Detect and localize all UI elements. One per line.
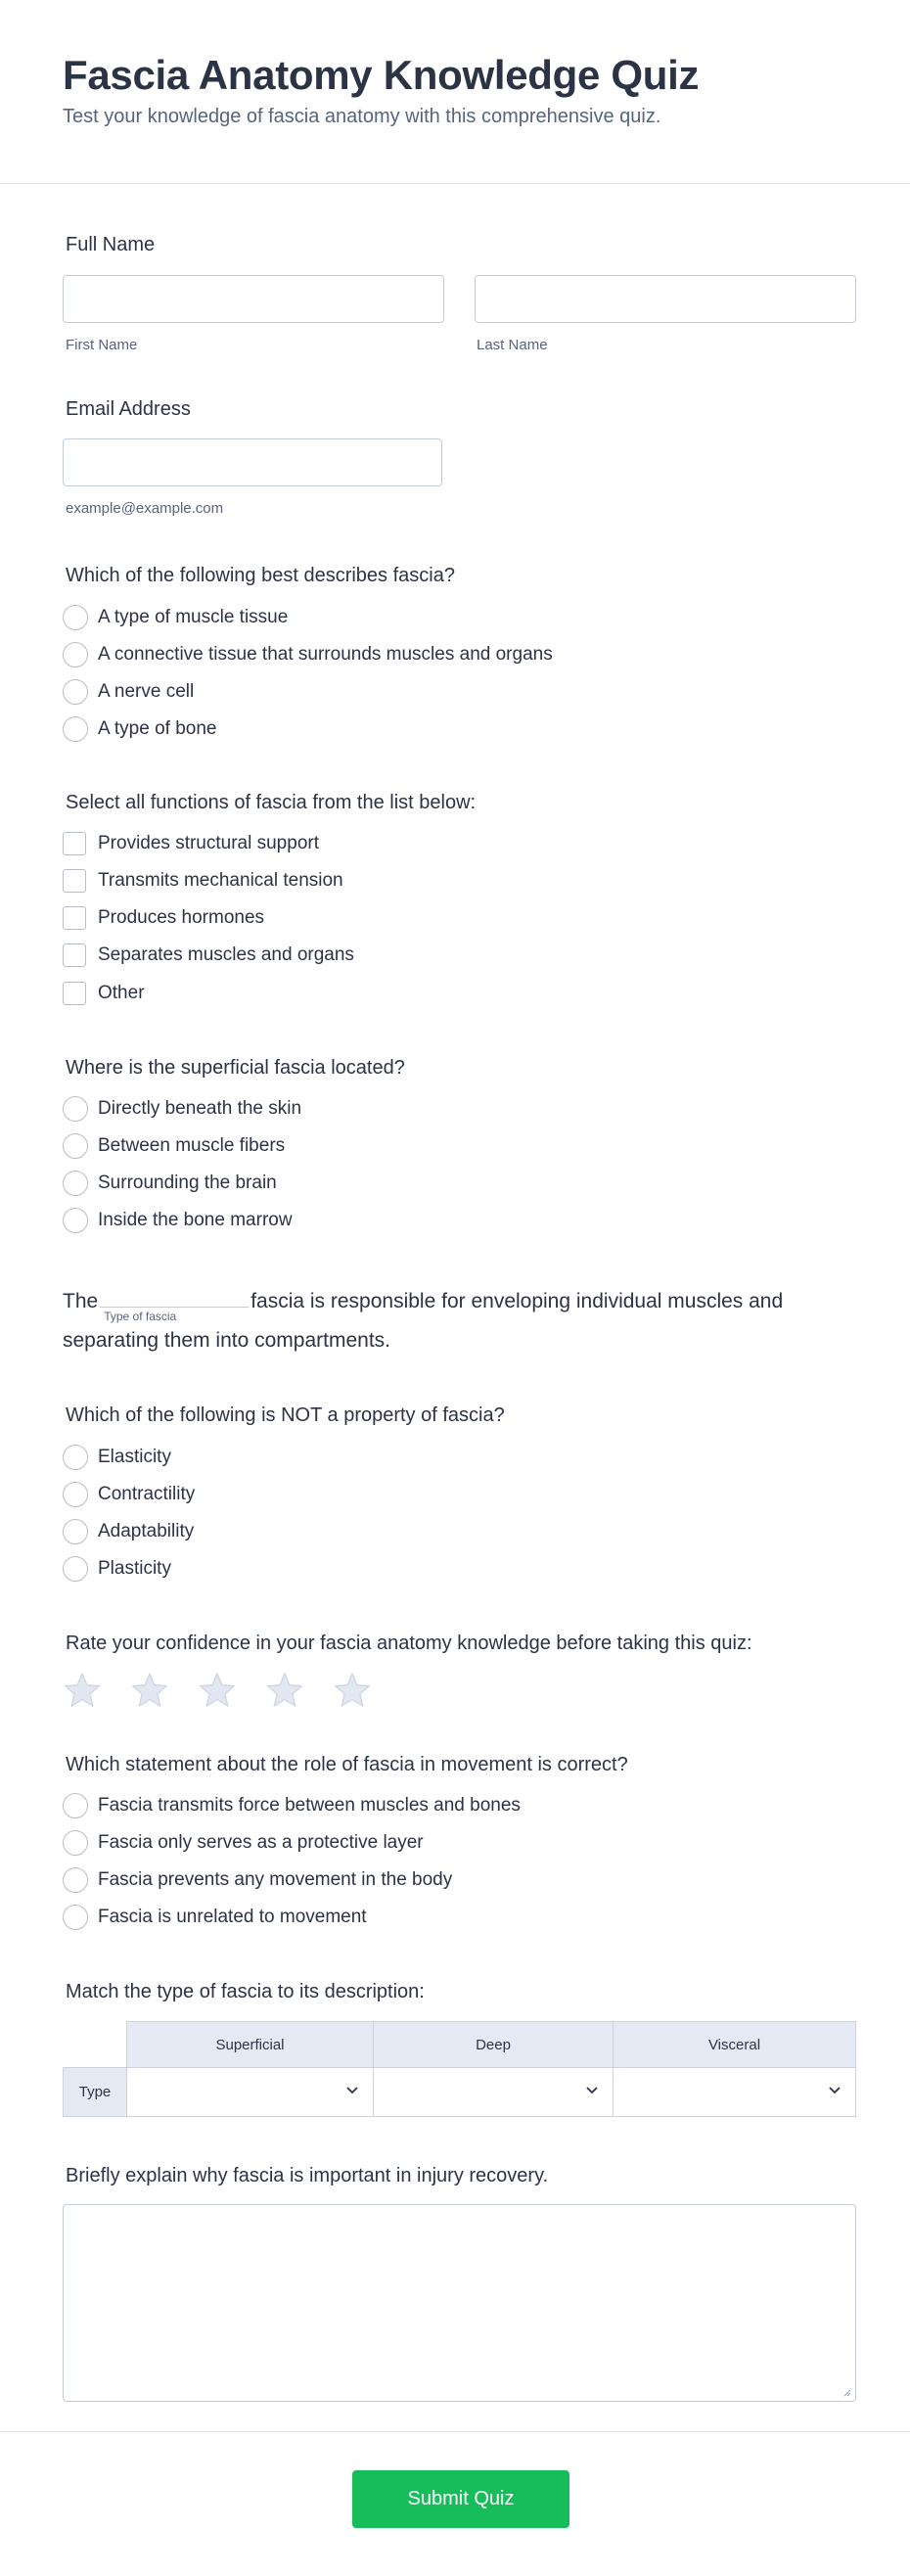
radio-button[interactable] xyxy=(63,605,88,630)
radio-button[interactable] xyxy=(63,1096,88,1122)
form-title: Fascia Anatomy Knowledge Quiz xyxy=(63,52,700,98)
chevron-down-icon xyxy=(345,2086,359,2095)
email-label: Email Address xyxy=(66,398,191,420)
question-label: Which of the following best describes fascia? xyxy=(66,565,455,586)
radio-option[interactable]: A type of muscle tissue xyxy=(63,603,288,632)
radio-option[interactable]: Fascia only serves as a protective layer xyxy=(63,1828,424,1858)
radio-button[interactable] xyxy=(63,1556,88,1582)
question-confidence-rating xyxy=(63,1630,856,1727)
radio-button[interactable] xyxy=(63,1867,88,1893)
match-matrix xyxy=(63,2021,856,2121)
radio-button[interactable] xyxy=(63,1445,88,1470)
chevron-down-icon xyxy=(585,2086,599,2095)
radio-button[interactable] xyxy=(63,642,88,667)
question-fascia-functions xyxy=(63,789,856,1014)
checkbox[interactable] xyxy=(63,943,86,967)
first-name-input[interactable] xyxy=(63,275,444,323)
question-label: Where is the superficial fascia located? xyxy=(66,1057,405,1079)
fascia-type-input[interactable] xyxy=(100,1284,249,1323)
star-icon[interactable] xyxy=(265,1671,304,1710)
radio-button[interactable] xyxy=(63,1171,88,1196)
radio-button[interactable] xyxy=(63,679,88,705)
matrix-column-header: Deep xyxy=(373,2021,614,2068)
radio-button[interactable] xyxy=(63,716,88,742)
resize-grip-icon[interactable] xyxy=(842,2387,851,2397)
matrix-column-header: Visceral xyxy=(613,2021,856,2068)
question-label: Briefly explain why fascia is important in injury recovery. xyxy=(66,2165,549,2186)
injury-recovery-textarea[interactable] xyxy=(63,2204,856,2402)
question-label: Select all functions of fascia from the list below: xyxy=(66,792,477,813)
radio-option[interactable]: A connective tissue that surrounds muscles and organs xyxy=(63,640,553,669)
submit-button[interactable]: Submit Quiz xyxy=(352,2470,569,2528)
star-icon[interactable] xyxy=(130,1671,169,1710)
matrix-column-header: Superficial xyxy=(126,2021,374,2068)
email-sublabel: example@example.com xyxy=(66,500,224,517)
question-label: Which of the following is NOT a property of fascia? xyxy=(66,1404,505,1426)
radio-option[interactable]: Elasticity xyxy=(63,1443,171,1472)
first-name-sublabel: First Name xyxy=(66,337,138,353)
checkbox-option[interactable]: Transmits mechanical tension xyxy=(63,866,343,896)
radio-option[interactable]: Surrounding the brain xyxy=(63,1169,277,1198)
star-icon[interactable] xyxy=(63,1671,102,1710)
email-input[interactable] xyxy=(63,438,442,486)
radio-button[interactable] xyxy=(63,1830,88,1856)
checkbox[interactable] xyxy=(63,869,86,893)
radio-option[interactable]: Inside the bone marrow xyxy=(63,1206,293,1235)
star-icon[interactable] xyxy=(198,1671,237,1710)
question-fascia-description xyxy=(63,562,856,748)
radio-option[interactable]: Adaptability xyxy=(63,1517,194,1546)
form-header xyxy=(0,0,910,184)
radio-button[interactable] xyxy=(63,1519,88,1544)
chevron-down-icon xyxy=(828,2086,842,2095)
matrix-row-label: Type xyxy=(63,2067,127,2117)
radio-option[interactable]: Fascia prevents any movement in the body xyxy=(63,1865,452,1895)
checkbox-option[interactable]: Provides structural support xyxy=(63,829,319,858)
question-not-property xyxy=(63,1402,856,1587)
form-subtitle: Test your knowledge of fascia anatomy with this comprehensive quiz. xyxy=(63,106,661,127)
last-name-input[interactable] xyxy=(475,275,856,323)
radio-option[interactable]: Contractility xyxy=(63,1480,195,1509)
radio-option[interactable]: A nerve cell xyxy=(63,677,194,707)
question-injury-recovery xyxy=(63,2162,856,2407)
question-fascia-movement xyxy=(63,1751,856,1937)
checkbox[interactable] xyxy=(63,832,86,855)
radio-option[interactable]: Plasticity xyxy=(63,1554,171,1584)
radio-option[interactable]: A type of bone xyxy=(63,714,217,744)
superficial-select[interactable] xyxy=(126,2067,374,2117)
question-label: Match the type of fascia to its description: xyxy=(66,1981,425,2002)
radio-option[interactable]: Fascia transmits force between muscles and bones xyxy=(63,1791,521,1820)
fill-in-blank-question xyxy=(63,1282,856,1360)
radio-button[interactable] xyxy=(63,1482,88,1507)
radio-button[interactable] xyxy=(63,1793,88,1818)
full-name-field xyxy=(63,231,856,358)
fascia-type-sublabel: Type of fascia xyxy=(104,1310,177,1323)
checkbox-option[interactable]: Produces hormones xyxy=(63,903,264,933)
last-name-sublabel: Last Name xyxy=(477,337,548,353)
radio-option[interactable]: Between muscle fibers xyxy=(63,1131,285,1161)
star-icon[interactable] xyxy=(333,1671,372,1710)
email-field xyxy=(63,395,856,523)
star-rating xyxy=(63,1671,400,1710)
question-label: Which statement about the role of fascia in movement is correct? xyxy=(66,1754,628,1775)
radio-button[interactable] xyxy=(63,1208,88,1233)
deep-select[interactable] xyxy=(373,2067,614,2117)
checkbox-option[interactable]: Other xyxy=(63,979,145,1008)
radio-button[interactable] xyxy=(63,1133,88,1159)
visceral-select[interactable] xyxy=(613,2067,856,2117)
fill-in-blank-text: The Type of fascia fascia is responsible for enveloping individual muscles and separating them into compartments. xyxy=(63,1282,856,1360)
checkbox-option[interactable]: Separates muscles and organs xyxy=(63,941,354,970)
full-name-label: Full Name xyxy=(66,234,156,255)
footer-divider xyxy=(0,2431,910,2432)
question-match-fascia-type xyxy=(63,1978,856,2125)
question-superficial-fascia-location xyxy=(63,1054,856,1240)
checkbox[interactable] xyxy=(63,982,86,1005)
radio-button[interactable] xyxy=(63,1905,88,1930)
radio-option[interactable]: Fascia is unrelated to movement xyxy=(63,1903,367,1932)
radio-option[interactable]: Directly beneath the skin xyxy=(63,1094,301,1124)
checkbox[interactable] xyxy=(63,906,86,930)
question-label: Rate your confidence in your fascia anatomy knowledge before taking this quiz: xyxy=(66,1633,752,1654)
